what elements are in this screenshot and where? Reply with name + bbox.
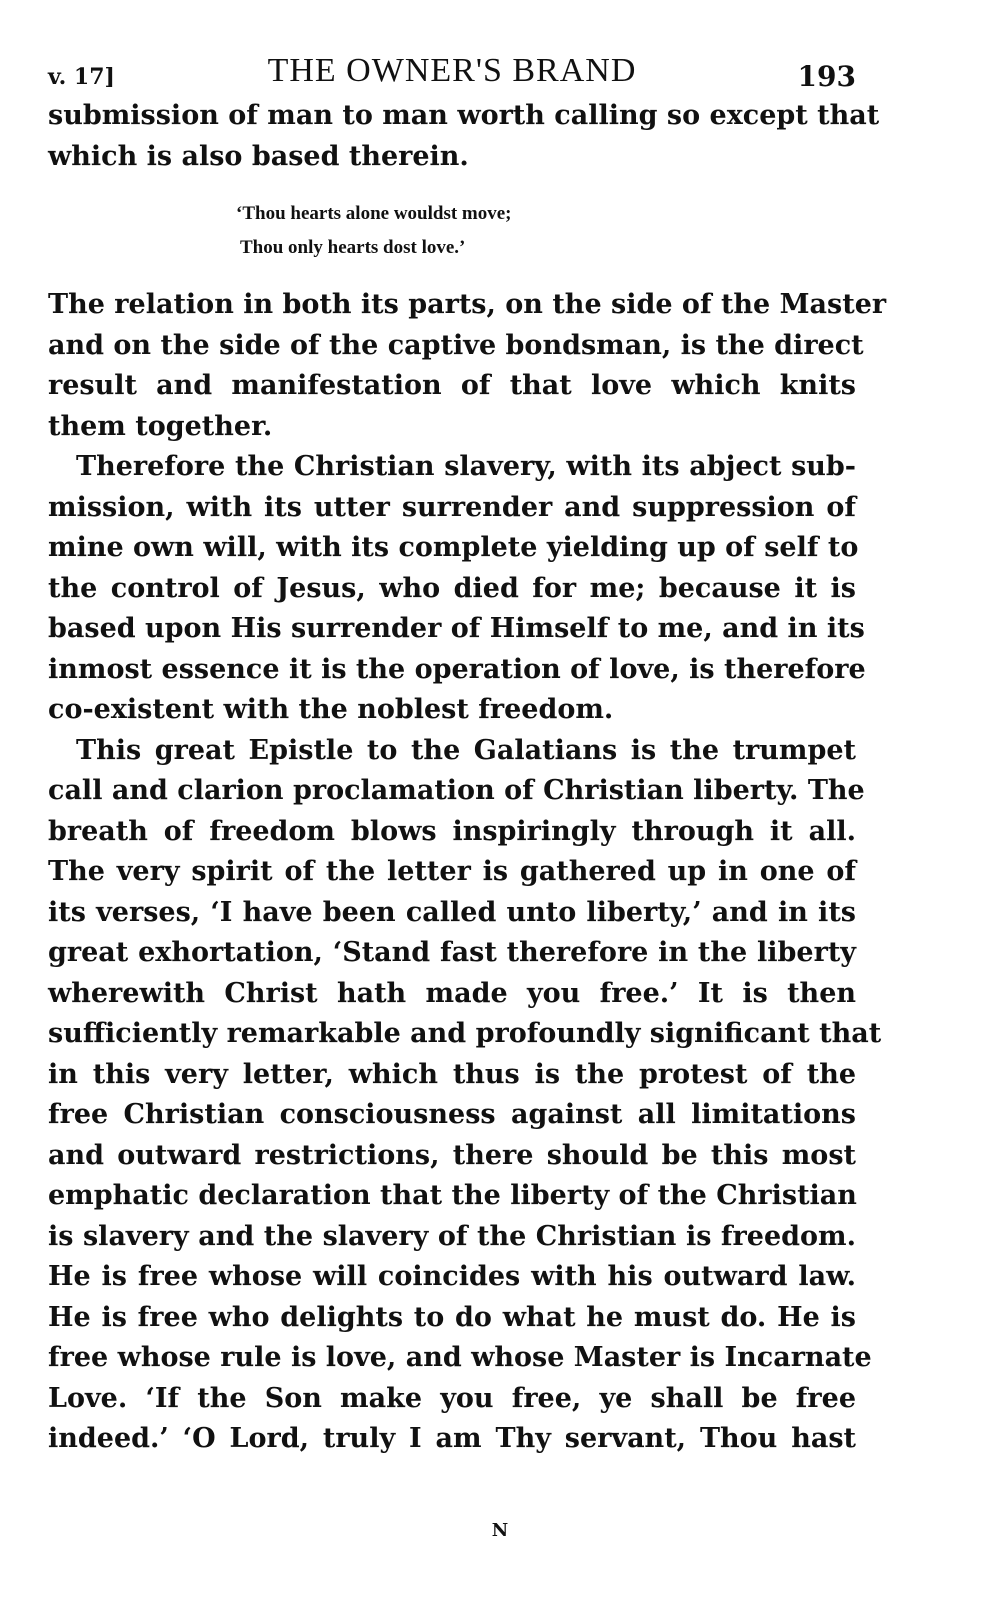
text-line: He is free who delights to do what he must do. He is bbox=[48, 1301, 856, 1333]
book-page bbox=[48, 52, 887, 1460]
paragraph-galatians bbox=[48, 731, 882, 1460]
text-line: great exhortation, ‘Stand fast therefore in the liberty bbox=[48, 937, 856, 968]
paragraph-continued bbox=[48, 96, 880, 177]
text-line: mine own will, with its complete yielding up of self to bbox=[48, 532, 859, 563]
text-line: and outward restrictions, there should be this most bbox=[48, 1139, 856, 1171]
text-line: indeed.’ ‘O Lord, truly I am Thy servant, Thou hast bbox=[48, 1423, 856, 1454]
text-line: inmost essence it is the operation of love, is therefore bbox=[48, 653, 866, 685]
paragraph-relation bbox=[48, 285, 887, 447]
verse-line: Thou only hearts dost love.’ bbox=[240, 237, 466, 258]
text-line: co-existent with the noblest freedom. bbox=[48, 694, 614, 725]
text-line: them together. bbox=[48, 410, 273, 442]
running-head bbox=[48, 52, 856, 96]
text-line: The relation in both its parts, on the side of the Master bbox=[48, 289, 887, 320]
verse-reference: v. 17] bbox=[48, 64, 115, 90]
text-line: He is free whose will coincides with his outward law. bbox=[48, 1261, 856, 1292]
text-line: its verses, ‘I have been called unto liberty,’ and in its bbox=[48, 896, 856, 928]
signature-mark: N bbox=[491, 1520, 509, 1541]
text-line: mission, with its utter surrender and suppression of bbox=[48, 491, 856, 523]
page-number: 193 bbox=[797, 60, 856, 93]
chapter-title: THE OWNER'S BRAND bbox=[267, 52, 637, 89]
text-line: call and clarion proclamation of Christian liberty. The bbox=[48, 775, 865, 806]
text-line: in this very letter, which thus is the protest of the bbox=[48, 1058, 856, 1090]
text-line: based upon His surrender of Himself to me, and in its bbox=[48, 613, 865, 644]
text-line: is slavery and the slavery of the Christian is freedom. bbox=[48, 1220, 856, 1252]
text-line: sufficiently remarkable and profoundly significant that bbox=[48, 1018, 882, 1049]
text-line: free Christian consciousness against all limitations bbox=[48, 1099, 856, 1130]
text-line: breath of freedom blows inspiringly through it all. bbox=[48, 815, 856, 847]
text-line: result and manifestation of that love which knits bbox=[48, 370, 856, 401]
verse-quotation bbox=[236, 197, 856, 265]
text-line: submission of man to man worth calling so except that bbox=[48, 100, 880, 131]
verse-line: ‘Thou hearts alone wouldst move; bbox=[236, 203, 512, 224]
text-line: the control of Jesus, who died for me; because it is bbox=[48, 572, 856, 604]
text-line: and on the side of the captive bondsman, is the direct bbox=[48, 329, 864, 361]
text-line: free whose rule is love, and whose Master is Incarnate bbox=[48, 1342, 872, 1373]
paragraph-christian-slavery bbox=[48, 447, 866, 731]
text-line: This great Epistle to the Galatians is the trumpet bbox=[76, 734, 856, 766]
text-line: wherewith Christ hath made you free.’ It is then bbox=[48, 977, 856, 1009]
text-line: The very spirit of the letter is gathered up in one of bbox=[48, 856, 856, 887]
text-line: Therefore the Christian slavery, with its abject sub- bbox=[76, 451, 856, 482]
text-line: Love. ‘If the Son make you free, ye shall be free bbox=[48, 1382, 856, 1414]
text-line: emphatic declaration that the liberty of the Christian bbox=[48, 1180, 857, 1211]
text-line: which is also based therein. bbox=[48, 140, 469, 172]
